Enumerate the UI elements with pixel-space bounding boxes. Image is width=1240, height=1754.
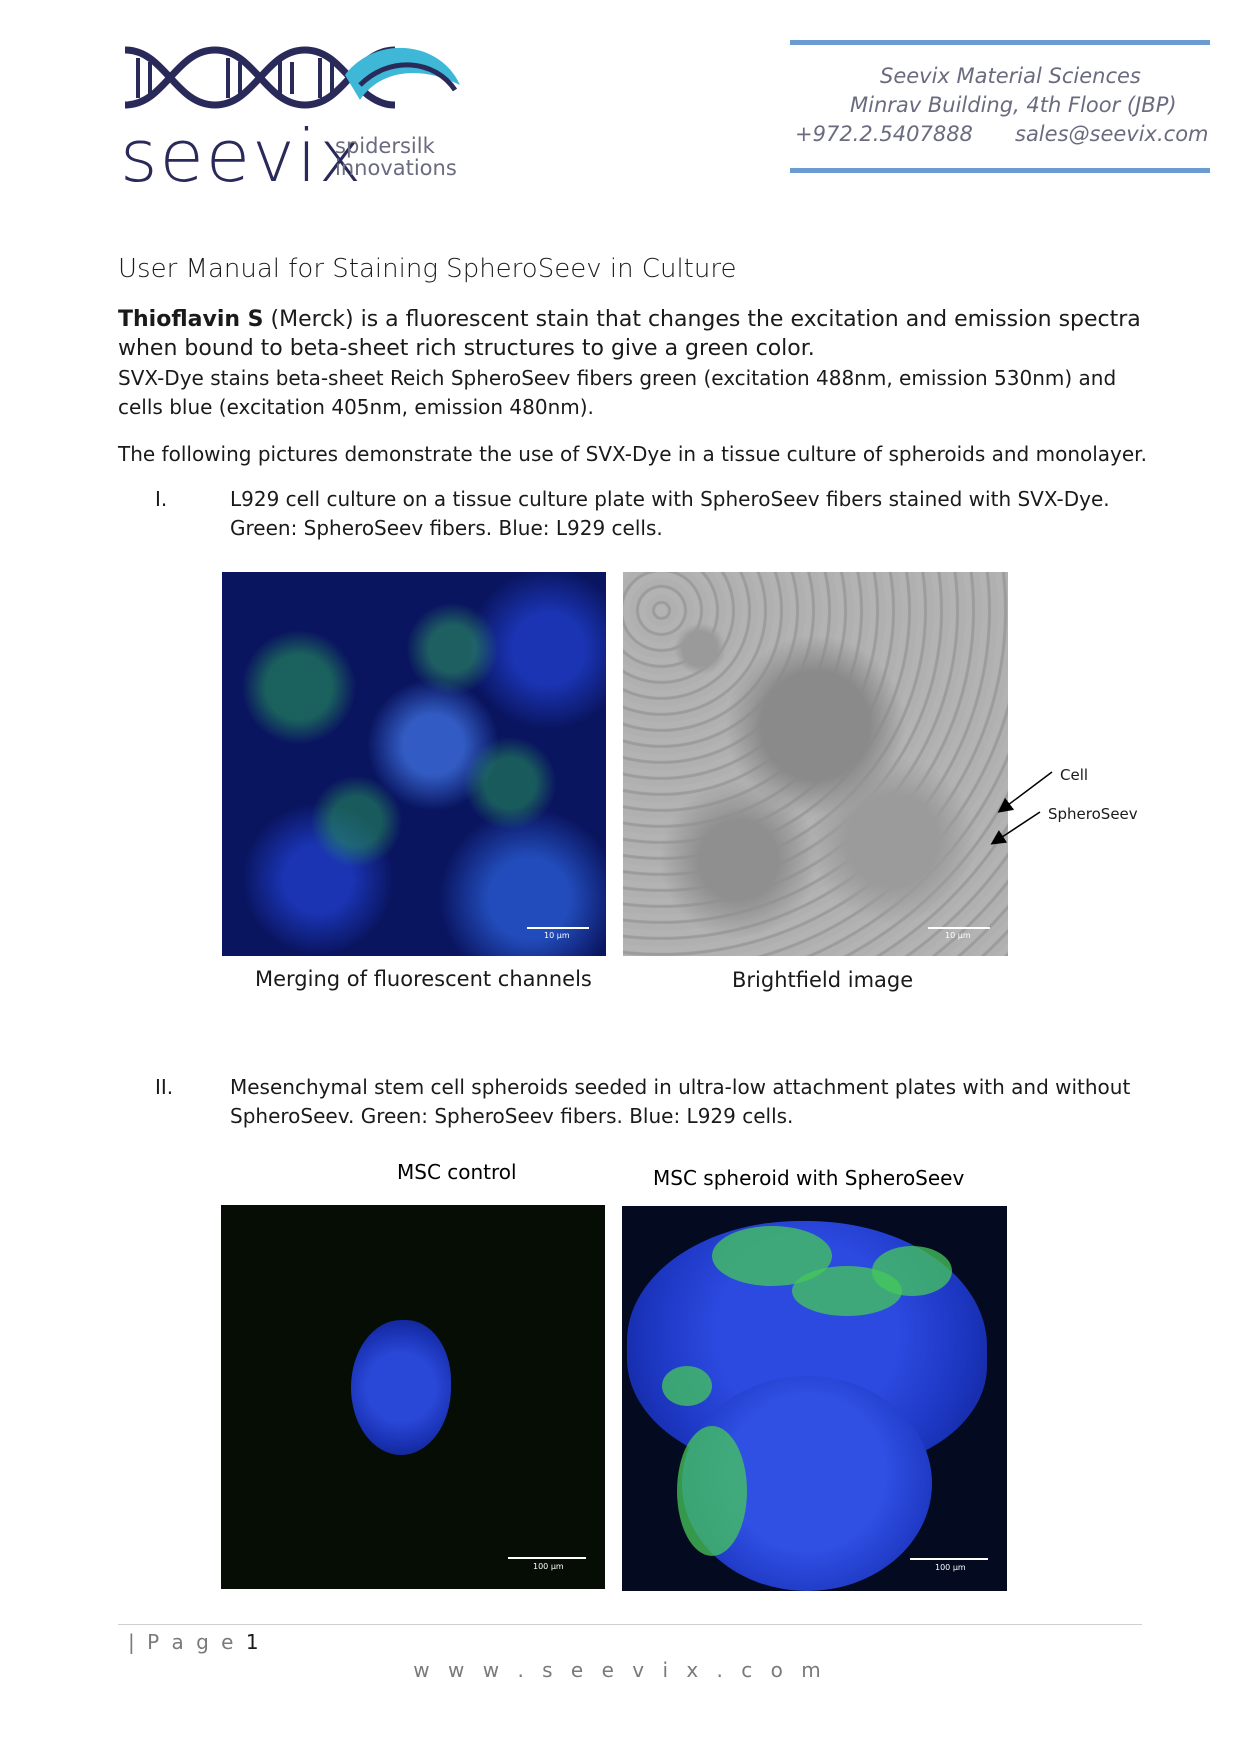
following-paragraph: The following pictures demonstrate the use of SVX-Dye in a tissue culture of spheroids and monolayer. (118, 442, 1147, 466)
msc-control-image (221, 1205, 605, 1589)
intro-line-1 (118, 305, 1141, 334)
scale-bar-label: 100 µm (935, 1563, 966, 1572)
msc-control-title: MSC control (397, 1160, 517, 1184)
logo-tagline-line1: spidersilk (335, 134, 435, 158)
intro-bold-term: Thioflavin S (118, 307, 264, 332)
scale-bar (928, 927, 990, 929)
fiber-cluster (872, 1246, 952, 1296)
section-1-line-1: L929 cell culture on a tissue culture plate with SpheroSeev fibers stained with SVX-Dye. (230, 487, 1110, 511)
dna-helix-icon (120, 30, 460, 120)
website-footer: w w w . s e e v i x . c o m (413, 1658, 827, 1682)
annotation-cell: Cell (1060, 766, 1089, 784)
scale-bar (910, 1558, 988, 1560)
svx-line-1: SVX-Dye stains beta-sheet Reich SpheroSeev fibers green (excitation 488nm, emission 530nm) and (118, 366, 1117, 390)
footer-rule (118, 1624, 1142, 1625)
spheroseev-arrow (993, 812, 1040, 843)
page-indicator (128, 1630, 262, 1654)
section-1-numeral: I. (155, 487, 168, 511)
company-logo (120, 30, 460, 198)
intro-line-1-rest: (Merck) is a fluorescent stain that changes the excitation and emission spectra (263, 307, 1141, 332)
page-label: | P a g e (128, 1630, 237, 1654)
scale-bar-label: 10 µm (544, 931, 570, 940)
scale-bar (508, 1557, 586, 1559)
spheroid (351, 1320, 451, 1455)
brightfield-image (623, 572, 1008, 956)
logo-wordmark: seevix (120, 114, 364, 198)
scale-bar (527, 927, 589, 929)
scale-bar-label: 10 µm (945, 931, 971, 940)
fiber-cluster (662, 1366, 712, 1406)
fiber-cluster (677, 1426, 747, 1556)
page-number: 1 (245, 1630, 262, 1654)
caption-brightfield: Brightfield image (732, 968, 914, 992)
logo-tagline (335, 135, 457, 179)
company-email: sales@seevix.com (1015, 122, 1209, 146)
msc-spheroseev-image (622, 1206, 1007, 1591)
section-1-line-2: Green: SpheroSeev fibers. Blue: L929 cells. (230, 516, 663, 540)
page-title: User Manual for Staining SpheroSeev in Culture (118, 254, 737, 284)
annotation-spheroseev: SpheroSeev (1048, 805, 1138, 823)
scale-bar-label: 100 µm (533, 1562, 564, 1571)
caption-fluorescent: Merging of fluorescent channels (255, 967, 592, 991)
company-info (790, 40, 1210, 176)
msc-spheroid-title: MSC spheroid with SpheroSeev (653, 1166, 965, 1190)
cell-arrow (1000, 772, 1052, 811)
section-2-line-2: SpheroSeev. Green: SpheroSeev fibers. Blue: L929 cells. (230, 1104, 794, 1128)
svx-line-2: cells blue (excitation 405nm, emission 480nm). (118, 395, 594, 419)
company-phone: +972.2.5407888 (795, 122, 973, 146)
fluorescent-merge-image (222, 572, 606, 956)
section-2-numeral: II. (155, 1075, 174, 1099)
header-rule-bottom (790, 168, 1210, 173)
intro-line-2: when bound to beta-sheet rich structures to give a green color. (118, 336, 815, 361)
section-2-line-1: Mesenchymal stem cell spheroids seeded in ultra-low attachment plates with and without (230, 1075, 1131, 1099)
company-name: Seevix Material Sciences (880, 64, 1141, 88)
company-address: Minrav Building, 4th Floor (JBP) (850, 93, 1177, 117)
header-rule-top (790, 40, 1210, 45)
logo-tagline-line2: innovations (335, 156, 457, 180)
